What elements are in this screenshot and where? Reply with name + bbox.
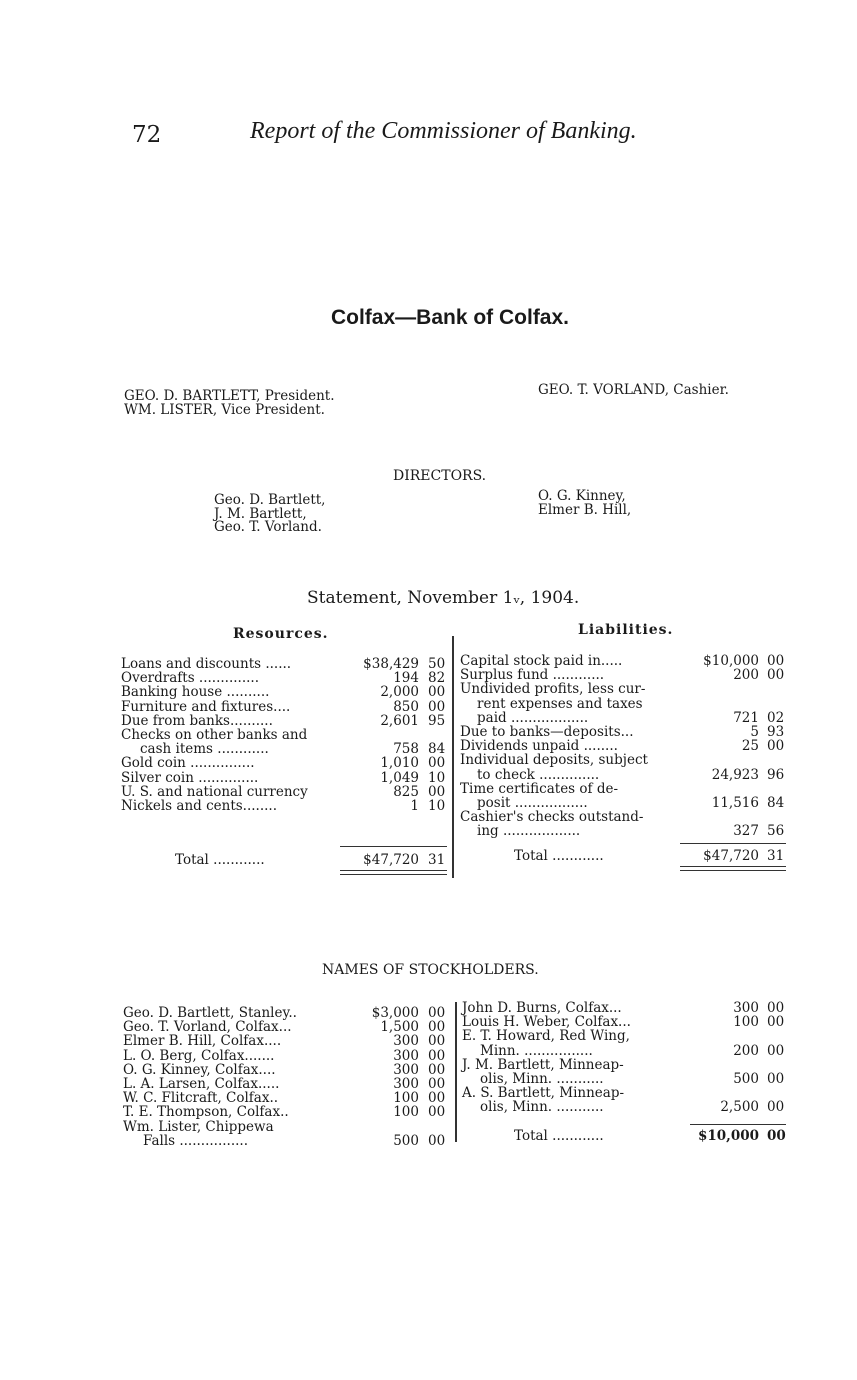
- amount-dollars: 25: [741, 738, 759, 755]
- amount-cents: 00: [767, 1071, 785, 1087]
- amount-cents: 56: [767, 823, 785, 840]
- amount-cents: 00: [428, 698, 446, 715]
- amount-dollars: $3,000: [371, 1005, 419, 1021]
- row-label: ing ..................: [477, 823, 581, 840]
- total-dollars: $10,000: [697, 1128, 759, 1144]
- vice-president-line: WM. LISTER, Vice President.: [124, 401, 325, 418]
- amount-dollars: 1,500: [380, 1019, 419, 1036]
- row-label: O. G. Kinney, Colfax....: [123, 1061, 276, 1078]
- row-label: Checks on other banks and: [121, 727, 308, 743]
- row-label: Capital stock paid in.....: [460, 653, 623, 669]
- double-rule: [340, 874, 447, 875]
- amount-dollars: 500: [393, 1132, 419, 1149]
- amount-dollars: 300: [393, 1076, 419, 1092]
- amount-cents: 93: [767, 724, 785, 740]
- amount-cents: 96: [767, 766, 785, 783]
- amount-dollars: 1: [410, 798, 419, 814]
- amount-cents: 00: [428, 1104, 446, 1121]
- amount-dollars: 850: [393, 698, 419, 715]
- amount-dollars: 2,000: [380, 684, 419, 701]
- row-label: U. S. and national currency: [121, 783, 308, 800]
- amount-dollars: $10,000: [703, 653, 759, 669]
- row-label: W. C. Flitcraft, Colfax..: [123, 1090, 279, 1107]
- director-name: O. G. Kinney,: [538, 488, 626, 504]
- row-label: to check ..............: [477, 766, 600, 783]
- directors-left: [214, 494, 325, 535]
- amount-dollars: 327: [733, 823, 759, 840]
- amount-cents: 00: [428, 755, 446, 772]
- amount-cents: 00: [428, 1033, 446, 1050]
- row-label: Cashier's checks outstand-: [460, 809, 644, 826]
- amount-cents: 00: [767, 653, 785, 669]
- president-line: GEO. D. BARTLETT, President.: [124, 388, 335, 404]
- resources-heading: Resources.: [233, 626, 329, 642]
- row-label: Loans and discounts ......: [121, 656, 292, 672]
- running-title: Report of the Commissioner of Banking.: [250, 118, 637, 144]
- amount-dollars: 194: [393, 670, 419, 687]
- amount-cents: 00: [428, 1090, 446, 1107]
- row-label: olis, Minn. ...........: [480, 1071, 604, 1087]
- row-label: Geo. T. Vorland, Colfax...: [123, 1019, 292, 1036]
- amount-cents: 00: [767, 1014, 785, 1031]
- row-label: Elmer B. Hill, Colfax....: [123, 1033, 282, 1050]
- amount-dollars: 2,601: [380, 712, 419, 729]
- row-label: Surplus fund ............: [460, 667, 605, 684]
- amount-cents: 00: [428, 684, 446, 701]
- row-label: Silver coin ..............: [121, 769, 259, 786]
- amount-dollars: 24,923: [711, 766, 759, 783]
- amount-cents: 00: [767, 738, 785, 755]
- page-number: 72: [132, 122, 162, 148]
- amount-dollars: 11,516: [711, 795, 759, 811]
- amount-dollars: 100: [393, 1090, 419, 1107]
- amount-dollars: 1,049: [380, 769, 419, 786]
- amount-cents: 82: [428, 670, 446, 687]
- row-label: Individual deposits, subject: [460, 752, 648, 769]
- amount-dollars: $38,429: [363, 656, 419, 672]
- amount-cents: 00: [428, 1047, 446, 1064]
- total-rule: [680, 843, 786, 844]
- row-label: Falls ................: [143, 1132, 249, 1149]
- total-label: Total ............: [514, 848, 604, 864]
- row-label: Furniture and fixtures....: [121, 698, 291, 715]
- row-label: Nickels and cents........: [121, 798, 278, 814]
- row-label: olis, Minn. ...........: [480, 1099, 604, 1116]
- amount-cents: 00: [767, 1042, 785, 1059]
- amount-cents: 00: [428, 1076, 446, 1092]
- amount-cents: 50: [428, 656, 446, 672]
- total-rule: [340, 846, 447, 847]
- amount-dollars: 300: [393, 1033, 419, 1050]
- amount-cents: 00: [428, 1005, 446, 1021]
- total-dollars: $47,720: [703, 848, 759, 864]
- amount-cents: 95: [428, 712, 446, 729]
- amount-cents: 00: [428, 1061, 446, 1078]
- stockholders-heading: NAMES OF STOCKHOLDERS.: [322, 962, 539, 978]
- amount-cents: 00: [767, 1099, 785, 1116]
- amount-dollars: 200: [733, 1042, 759, 1059]
- amount-dollars: 2,500: [720, 1099, 759, 1116]
- amount-dollars: 500: [733, 1071, 759, 1087]
- amount-cents: 10: [428, 769, 446, 786]
- amount-dollars: 721: [733, 709, 759, 726]
- amount-dollars: 100: [733, 1014, 759, 1031]
- row-label: rent expenses and taxes: [477, 695, 643, 712]
- officers-left: [124, 390, 335, 417]
- row-label: E. T. Howard, Red Wing,: [462, 1028, 630, 1045]
- row-label: Gold coin ...............: [121, 755, 255, 772]
- row-label: Geo. D. Bartlett, Stanley..: [123, 1005, 297, 1021]
- director-name: Geo. D. Bartlett,: [214, 492, 326, 508]
- amount-cents: 00: [428, 783, 446, 800]
- bank-title: Colfax—Bank of Colfax.: [330, 306, 570, 329]
- amount-dollars: 200: [733, 667, 759, 684]
- row-label: Louis H. Weber, Colfax...: [462, 1014, 631, 1031]
- amount-dollars: 100: [393, 1104, 419, 1121]
- double-rule: [680, 866, 786, 867]
- amount-dollars: 5: [750, 724, 759, 740]
- amount-cents: 00: [428, 1019, 446, 1036]
- row-label: Dividends unpaid ........: [460, 738, 618, 755]
- row-label: L. O. Berg, Colfax.......: [123, 1047, 275, 1064]
- row-label: Overdrafts ..............: [121, 670, 259, 687]
- statement-heading: Statement, November 1ᵥ, 1904.: [307, 588, 580, 608]
- row-label: Undivided profits, less cur-: [460, 681, 646, 698]
- total-label: Total ............: [514, 1128, 604, 1144]
- total-cents: 31: [767, 848, 785, 864]
- row-label: posit .................: [477, 795, 588, 811]
- amount-dollars: 300: [733, 1000, 759, 1016]
- row-label: T. E. Thompson, Colfax..: [123, 1104, 289, 1121]
- director-name: Elmer B. Hill,: [538, 501, 632, 518]
- total-cents: 00: [767, 1128, 786, 1144]
- director-name: Geo. T. Vorland.: [214, 519, 322, 535]
- total-cents: 31: [428, 852, 446, 868]
- row-label: Wm. Lister, Chippewa: [123, 1118, 274, 1135]
- cashier-line: GEO. T. VORLAND, Cashier.: [538, 382, 729, 398]
- double-rule: [340, 870, 447, 871]
- amount-dollars: 825: [393, 783, 419, 800]
- amount-dollars: 300: [393, 1047, 419, 1064]
- amount-cents: 10: [428, 798, 446, 814]
- total-dollars: $47,720: [363, 852, 419, 868]
- row-label: John D. Burns, Colfax...: [462, 1000, 622, 1016]
- amount-cents: 00: [428, 1132, 446, 1149]
- row-label: L. A. Larsen, Colfax.....: [123, 1076, 280, 1092]
- total-label: Total ............: [175, 852, 265, 868]
- amount-cents: 00: [767, 667, 785, 684]
- amount-cents: 02: [767, 709, 785, 726]
- total-rule: [690, 1124, 786, 1125]
- row-label: Banking house ..........: [121, 684, 270, 701]
- row-label: cash items ............: [140, 741, 269, 758]
- amount-cents: 84: [767, 795, 785, 811]
- director-name: J. M. Bartlett,: [214, 505, 307, 522]
- amount-cents: 84: [428, 741, 446, 758]
- directors-right: [538, 490, 631, 517]
- amount-dollars: 1,010: [380, 755, 419, 772]
- double-rule: [680, 870, 786, 871]
- amount-dollars: 300: [393, 1061, 419, 1078]
- row-label: Minn. ................: [480, 1042, 593, 1059]
- row-label: paid ..................: [477, 709, 589, 726]
- liabilities-heading: Liabilities.: [578, 622, 674, 638]
- amount-cents: 00: [767, 1000, 785, 1016]
- row-label: Time certificates of de-: [460, 780, 619, 797]
- row-label: A. S. Bartlett, Minneap-: [462, 1085, 625, 1102]
- directors-heading: DIRECTORS.: [393, 468, 487, 484]
- row-label: J. M. Bartlett, Minneap-: [462, 1056, 624, 1073]
- row-label: Due to banks—deposits...: [460, 724, 634, 740]
- row-label: Due from banks..........: [121, 712, 273, 729]
- amount-dollars: 758: [393, 741, 419, 758]
